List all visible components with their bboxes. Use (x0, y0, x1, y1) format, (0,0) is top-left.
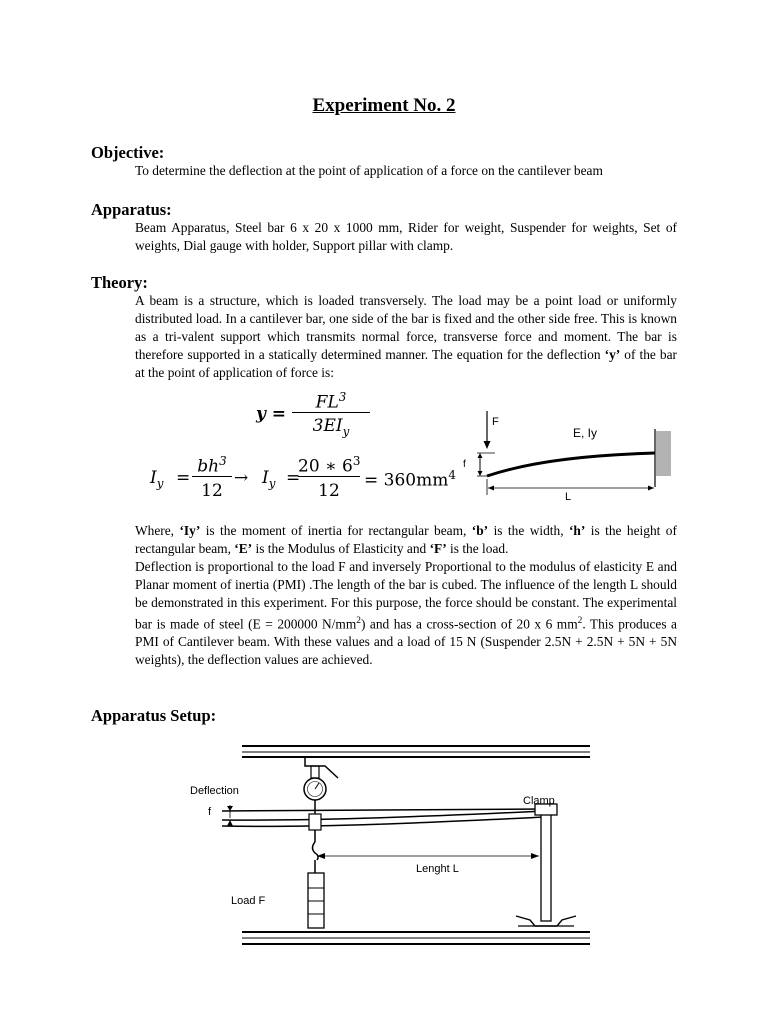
where-text-1: Where, (135, 523, 175, 538)
where-text-6: is the load. (450, 541, 509, 556)
where-var-e: ‘E’ (234, 541, 253, 556)
length-arrow-right (531, 853, 539, 859)
eq2-fraction-bar2 (298, 476, 360, 477)
eq1-num-text: FL (315, 392, 339, 413)
deflection-arrow-bottom (227, 820, 233, 826)
eq2-lhs-sub: y (156, 476, 164, 491)
theory-intro-end: of the bar at the point of application of force is: (135, 347, 678, 380)
eq1-fraction-bar (292, 412, 370, 413)
eq2-equals2: = (286, 468, 301, 488)
diagram-length-label: L (565, 491, 572, 503)
eq2-num-text: bh (197, 456, 220, 477)
beam-bottom-edge (222, 817, 545, 826)
body-text-2: ) and has a cross-section of 20 x 6 mm (360, 616, 578, 632)
eq2-fraction-bar (192, 476, 232, 477)
apparatus-text: Beam Apparatus, Steel bar 6 x 20 x 1000 mm, Rider for weight, Suspender for weights, Set of weights, Dial gauge with holder, Support pillar with clamp. (135, 220, 677, 253)
eq2-numerator2 (298, 454, 360, 477)
eq2-lhs2-text: I (262, 468, 269, 488)
where-text-3: is the width, (493, 523, 564, 538)
deflection-dim-arrow-top (478, 453, 483, 458)
setup-clamp-label: Clamp (523, 795, 555, 807)
rider (309, 814, 321, 830)
setup-f-label: f (208, 806, 212, 818)
theory-intro (135, 292, 677, 382)
where-var-b: ‘b’ (471, 523, 489, 538)
eq2-lhs2 (262, 468, 275, 490)
where-text-2: is the moment of inertia for rectangular beam, (205, 523, 467, 538)
eq2-lhs-text: I (150, 468, 157, 488)
setup-load-label: Load F (231, 895, 266, 907)
setup-heading: Apparatus Setup: (91, 706, 217, 725)
eq2-lhs2-sub: y (268, 476, 276, 491)
hanger-hook (313, 842, 319, 860)
eq2-num-exp: 3 (219, 454, 227, 468)
theory-intro-text: A beam is a structure, which is loaded transversely. The load may be a point load or uniformly distributed load. In a cantilever bar, one side of the bar is fixed and the other side free. This is known as a tri-valent support which transmits normal force, transverse force and moment. The bar is therefore supported in a statically determined manner. The equation for the deflection (135, 293, 677, 362)
theory-body (135, 558, 677, 669)
cantilever-diagram (455, 405, 680, 505)
eq2-equals: = (176, 468, 191, 488)
length-arrow-right (648, 486, 654, 491)
deflected-beam (487, 453, 655, 476)
eq2-arrow: → (234, 468, 249, 488)
eq2-lhs (150, 468, 163, 490)
diagram-deflection-label: f (463, 459, 466, 470)
eq2-numerator (192, 454, 232, 477)
diagram-force-label: F (492, 416, 499, 428)
setup-length-label: Lenght L (416, 863, 459, 875)
eq1-lhs: y = (256, 404, 287, 424)
eq1-den-sub: y (342, 424, 350, 439)
body-sup-1: 2 (356, 616, 361, 626)
eq1-numerator (294, 390, 368, 413)
eq2-result-exp: 4 (448, 468, 456, 482)
eq2-denominator2: 12 (318, 481, 340, 501)
fixed-support (656, 431, 671, 476)
where-var-f: ‘F’ (429, 541, 447, 556)
body-text-3: . This produces a PMI of Cantilever beam. With these values and a load of 15 N (Suspender 2.5N + 2.5N + 5N + 5N weights), the deflection values are achieved. (135, 616, 677, 668)
setup-deflection-label: Deflection (190, 785, 239, 797)
eq2-result-text: = 360mm (364, 470, 449, 491)
gauge-holder (305, 757, 338, 778)
eq1-denominator (294, 416, 368, 438)
where-var-h: ‘h’ (568, 523, 586, 538)
eq2-result (364, 468, 456, 491)
eq2-num2-text: 20 ∗ 6 (298, 456, 353, 477)
objective-text: To determine the deflection at the point of application of a force on the cantilever beam (135, 163, 603, 178)
where-paragraph (135, 522, 677, 558)
where-text-5: is the Modulus of Elasticity and (255, 541, 427, 556)
body-text-1: Deflection is proportional to the load F and inversely Proportional to the modulus of elasticity E and Planar moment of inertia (PMI) .The length of the bar is cubed. The influence of the length L should be demonstrated in this experiment. For this purpose, the force should be constant. The experimental bar is made of steel (E = 200000 N/mm (135, 559, 677, 632)
theory-heading: Theory: (91, 273, 148, 292)
diagram-props-label: E, Iy (573, 426, 598, 440)
eq1-den-text: 3EI (312, 416, 343, 436)
force-arrowhead (484, 441, 491, 449)
eq2-num2-exp: 3 (352, 454, 361, 468)
deflection-dim-arrow-bottom (478, 471, 483, 476)
reference-line (222, 809, 545, 811)
page-title: Experiment No. 2 (312, 95, 456, 116)
where-text-4: is the height of rectangular beam, (135, 523, 677, 556)
apparatus-setup-diagram (180, 738, 600, 958)
body-sup-2: 2 (577, 616, 583, 626)
eq1-num-exp: 3 (338, 390, 347, 404)
length-arrow-left (488, 486, 494, 491)
eq2-denominator: 12 (201, 481, 223, 501)
support-pillar (541, 809, 551, 921)
theory-intro-var: ‘y’ (604, 347, 621, 362)
objective-heading: Objective: (91, 143, 165, 162)
apparatus-heading: Apparatus: (91, 200, 172, 219)
gauge-stem (311, 766, 319, 778)
where-var-iy: ‘Iy’ (179, 523, 201, 538)
